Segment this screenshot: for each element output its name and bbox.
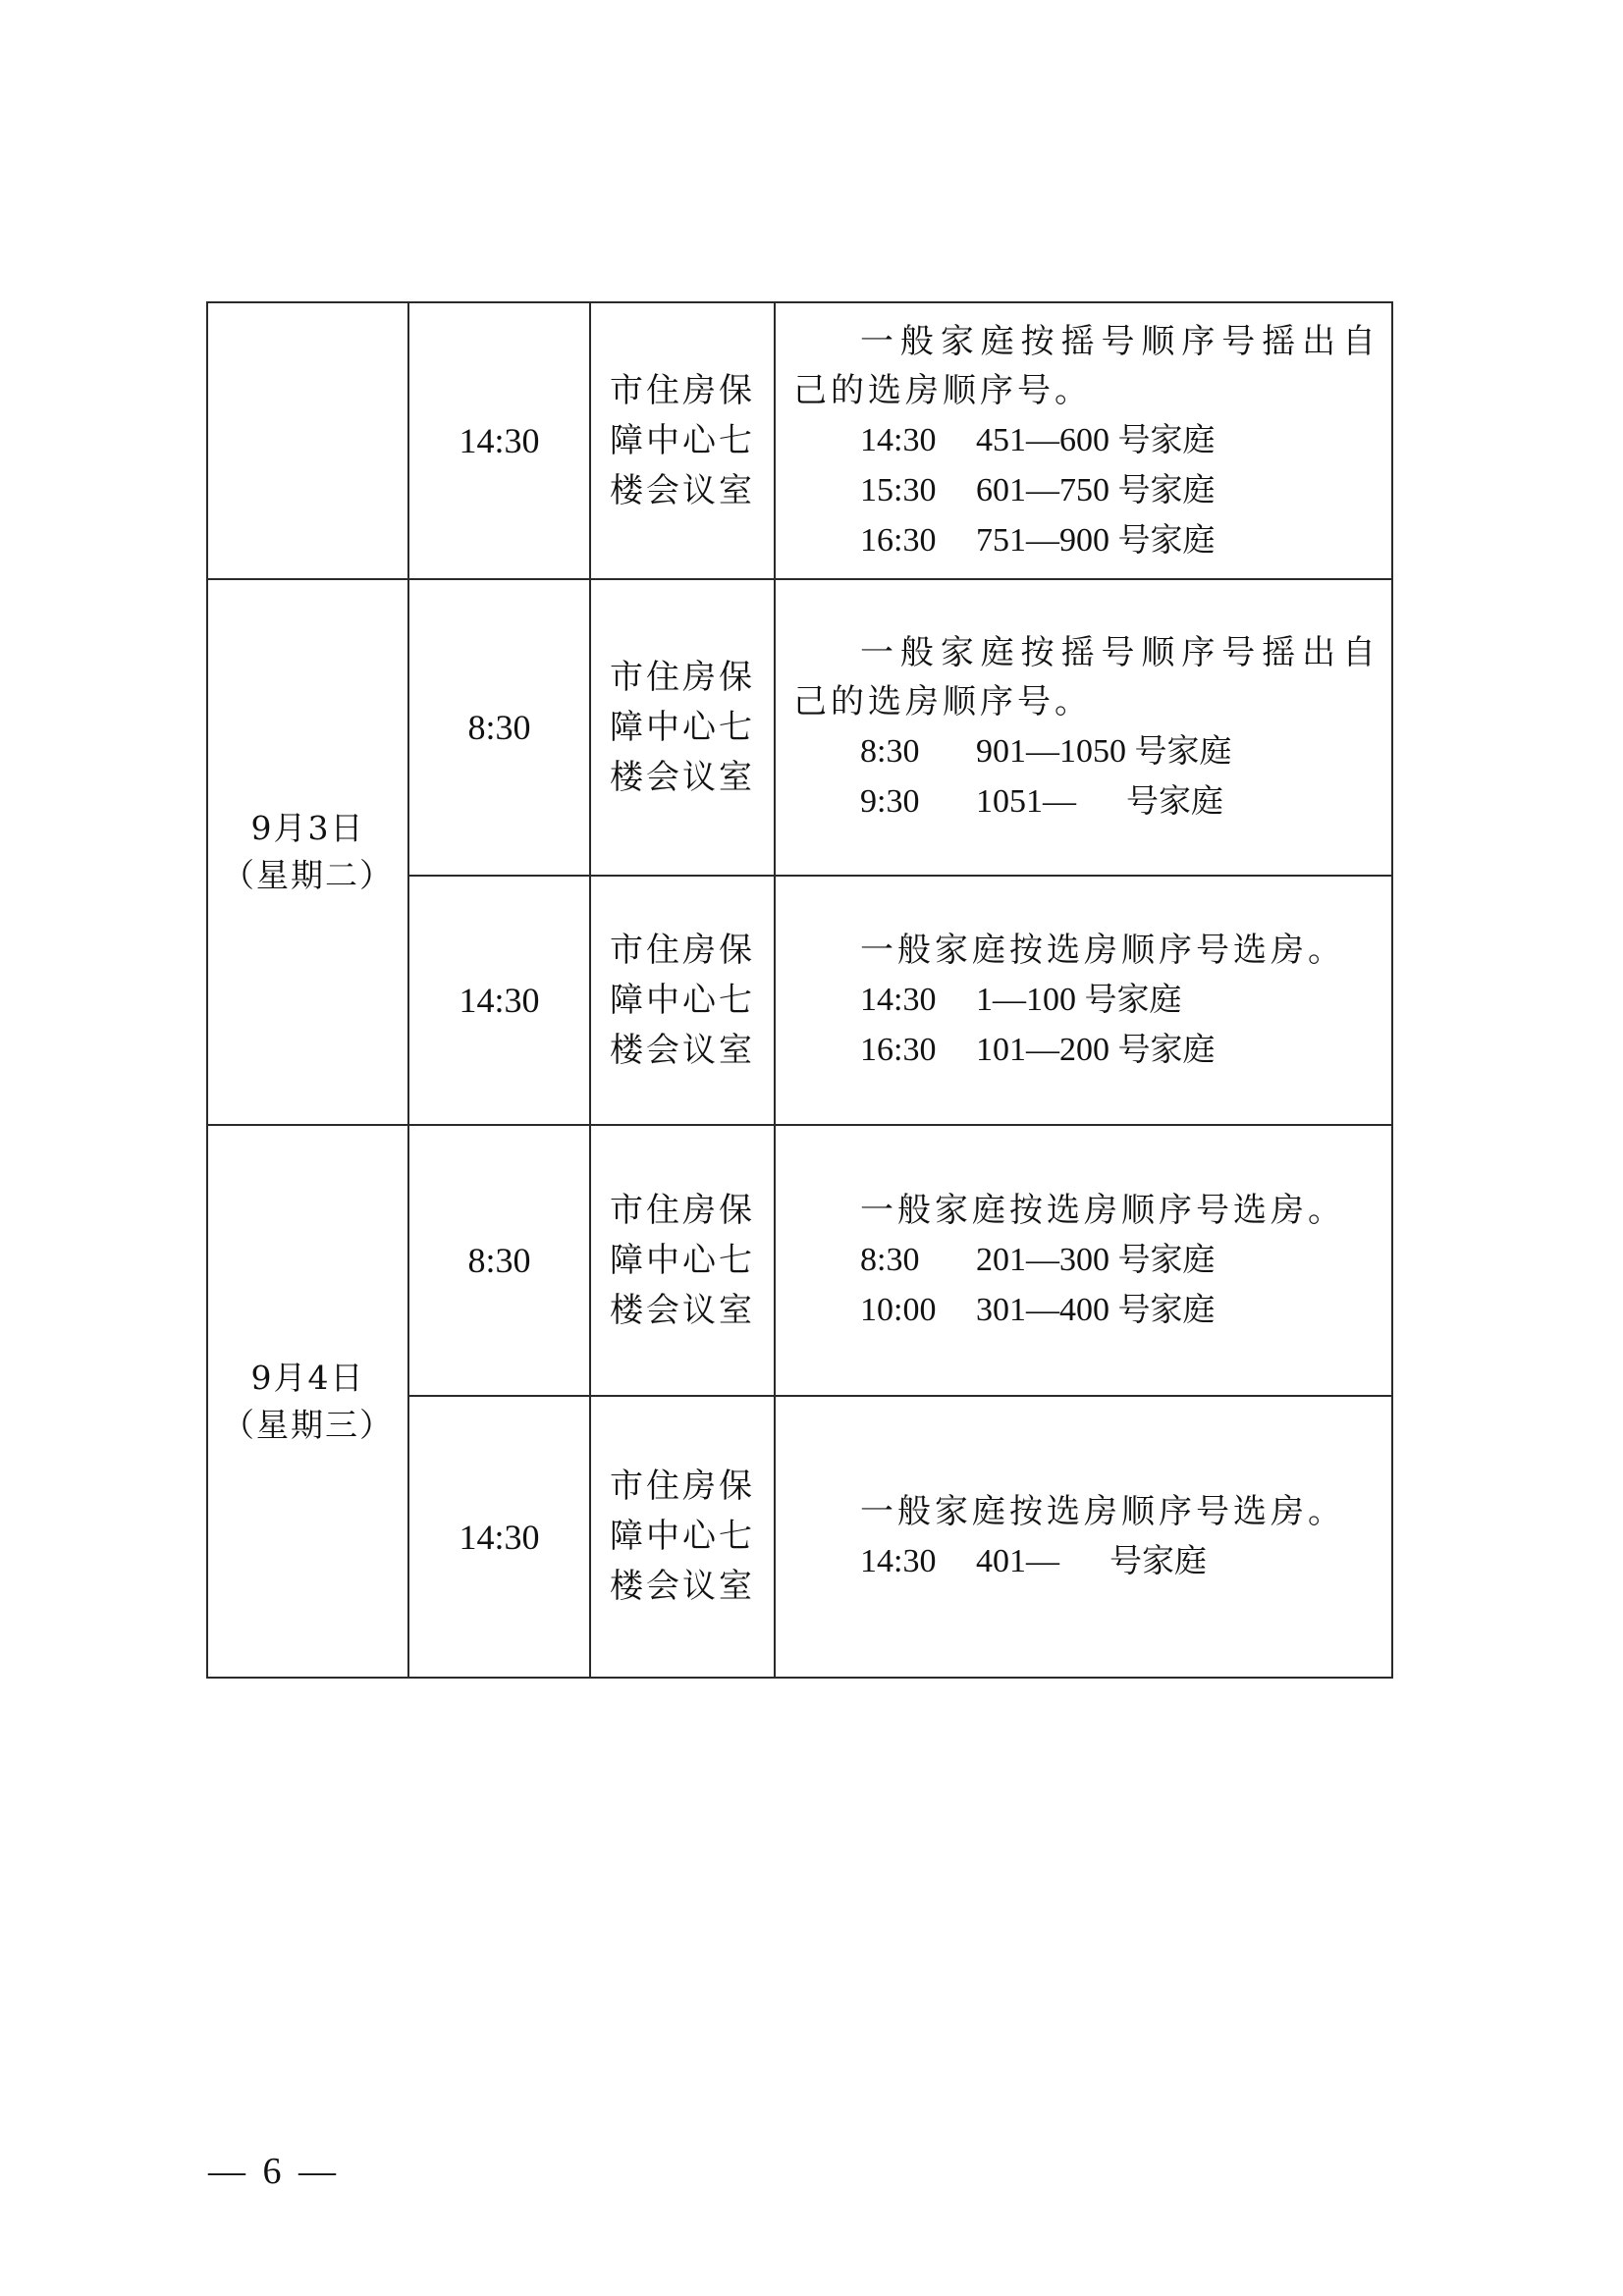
location-line: 障中心七: [610, 980, 755, 1020]
slot-range: 201—300: [976, 1242, 1118, 1278]
location-line: 障中心七: [610, 1240, 755, 1280]
slot-range: 601—750: [976, 471, 1118, 508]
arrangement-slot: [793, 726, 1380, 776]
slot-time: 8:30: [860, 1242, 920, 1278]
slot-range: 1051—: [976, 783, 1126, 820]
slot-suffix: 号家庭: [1117, 469, 1216, 508]
time-cell: 14:30: [408, 876, 590, 1125]
location-line: 障中心七: [610, 1517, 755, 1556]
slot-range: 301—400: [976, 1292, 1118, 1328]
location-line: 市住房保: [610, 1467, 755, 1506]
slot-suffix: 号家庭: [1117, 419, 1216, 458]
slot-time: 8:30: [860, 733, 920, 770]
table-row: [207, 1125, 1392, 1396]
time-cell: 14:30: [408, 1396, 590, 1678]
slot-time: 9:30: [860, 783, 920, 820]
arrangement-cell: [775, 1396, 1392, 1678]
location-line: 障中心七: [610, 420, 755, 460]
slot-range: 101—200: [976, 1032, 1118, 1068]
arrangement-cell: [775, 1125, 1392, 1396]
date-label: 9月3日: [250, 809, 365, 847]
location-line: 楼会议室: [610, 470, 755, 510]
slot-suffix: 号家庭: [1084, 980, 1182, 1018]
location-line: 楼会议室: [610, 1290, 755, 1330]
arrangement-slot: [793, 975, 1380, 1025]
arrangement-slot: [793, 1235, 1380, 1285]
date-cell: [207, 1125, 408, 1678]
slot-time: 14:30: [860, 1543, 937, 1579]
location-line: 市住房保: [610, 1190, 755, 1230]
slot-time: 10:00: [860, 1292, 937, 1328]
arrangement-slot: [793, 465, 1380, 515]
arrangement-intro: 一般家庭按摇号顺序号摇出自己的选房顺序号。: [793, 633, 1380, 721]
arrangement-intro: 一般家庭按摇号顺序号摇出自己的选房顺序号。: [793, 321, 1380, 410]
location-cell: [590, 1125, 775, 1396]
slot-range: 751—900: [976, 521, 1118, 559]
arrangement-slot: [793, 1285, 1380, 1335]
slot-suffix: 号家庭: [1126, 781, 1223, 820]
slot-range: 401—: [976, 1543, 1109, 1579]
date-label: 9月4日: [250, 1358, 365, 1397]
arrangement-slot: [793, 1025, 1380, 1075]
time-cell: 8:30: [408, 579, 590, 876]
arrangement-slot: [793, 415, 1380, 465]
date-cell-empty: [207, 302, 408, 579]
arrangement-cell: [775, 876, 1392, 1125]
slot-suffix: 号家庭: [1117, 1240, 1216, 1278]
weekday-label: （星期二）: [222, 856, 394, 894]
slot-suffix: 号家庭: [1117, 519, 1216, 559]
slot-time: 16:30: [860, 1032, 937, 1068]
location-line: 楼会议室: [610, 757, 755, 797]
slot-range: 451—600: [976, 421, 1118, 458]
location-line: 市住房保: [610, 657, 755, 697]
location-line: 楼会议室: [610, 1030, 755, 1070]
table-row: [207, 579, 1392, 876]
slot-suffix: 号家庭: [1109, 1541, 1207, 1579]
arrangement-intro: 一般家庭按选房顺序号选房。: [860, 931, 1345, 970]
weekday-label: （星期三）: [222, 1405, 394, 1444]
schedule-table: [206, 301, 1393, 1679]
slot-time: 14:30: [860, 982, 937, 1018]
slot-range: 1—100: [976, 982, 1085, 1018]
slot-time: 14:30: [860, 421, 937, 458]
time-cell: 8:30: [408, 1125, 590, 1396]
arrangement-cell: [775, 302, 1392, 579]
location-cell: [590, 1396, 775, 1678]
location-line: 楼会议室: [610, 1567, 755, 1606]
arrangement-cell: [775, 579, 1392, 876]
location-cell: [590, 302, 775, 579]
table-row: [207, 302, 1392, 579]
time-cell: 14:30: [408, 302, 590, 579]
page-number: — 6 —: [208, 2151, 340, 2192]
slot-time: 15:30: [860, 471, 937, 508]
date-cell: [207, 579, 408, 1125]
arrangement-intro: 一般家庭按选房顺序号选房。: [860, 1191, 1345, 1230]
location-line: 市住房保: [610, 370, 755, 410]
arrangement-intro: 一般家庭按选房顺序号选房。: [860, 1492, 1345, 1531]
location-cell: [590, 579, 775, 876]
location-line: 障中心七: [610, 707, 755, 747]
slot-suffix: 号家庭: [1117, 1290, 1216, 1328]
arrangement-slot: [793, 776, 1380, 827]
arrangement-slot: [793, 1536, 1380, 1586]
slot-suffix: 号家庭: [1134, 731, 1232, 770]
location-cell: [590, 876, 775, 1125]
slot-range: 901—1050: [976, 733, 1135, 770]
slot-suffix: 号家庭: [1117, 1030, 1216, 1068]
slot-time: 16:30: [860, 521, 937, 559]
location-line: 市住房保: [610, 930, 755, 970]
arrangement-slot: [793, 515, 1380, 565]
